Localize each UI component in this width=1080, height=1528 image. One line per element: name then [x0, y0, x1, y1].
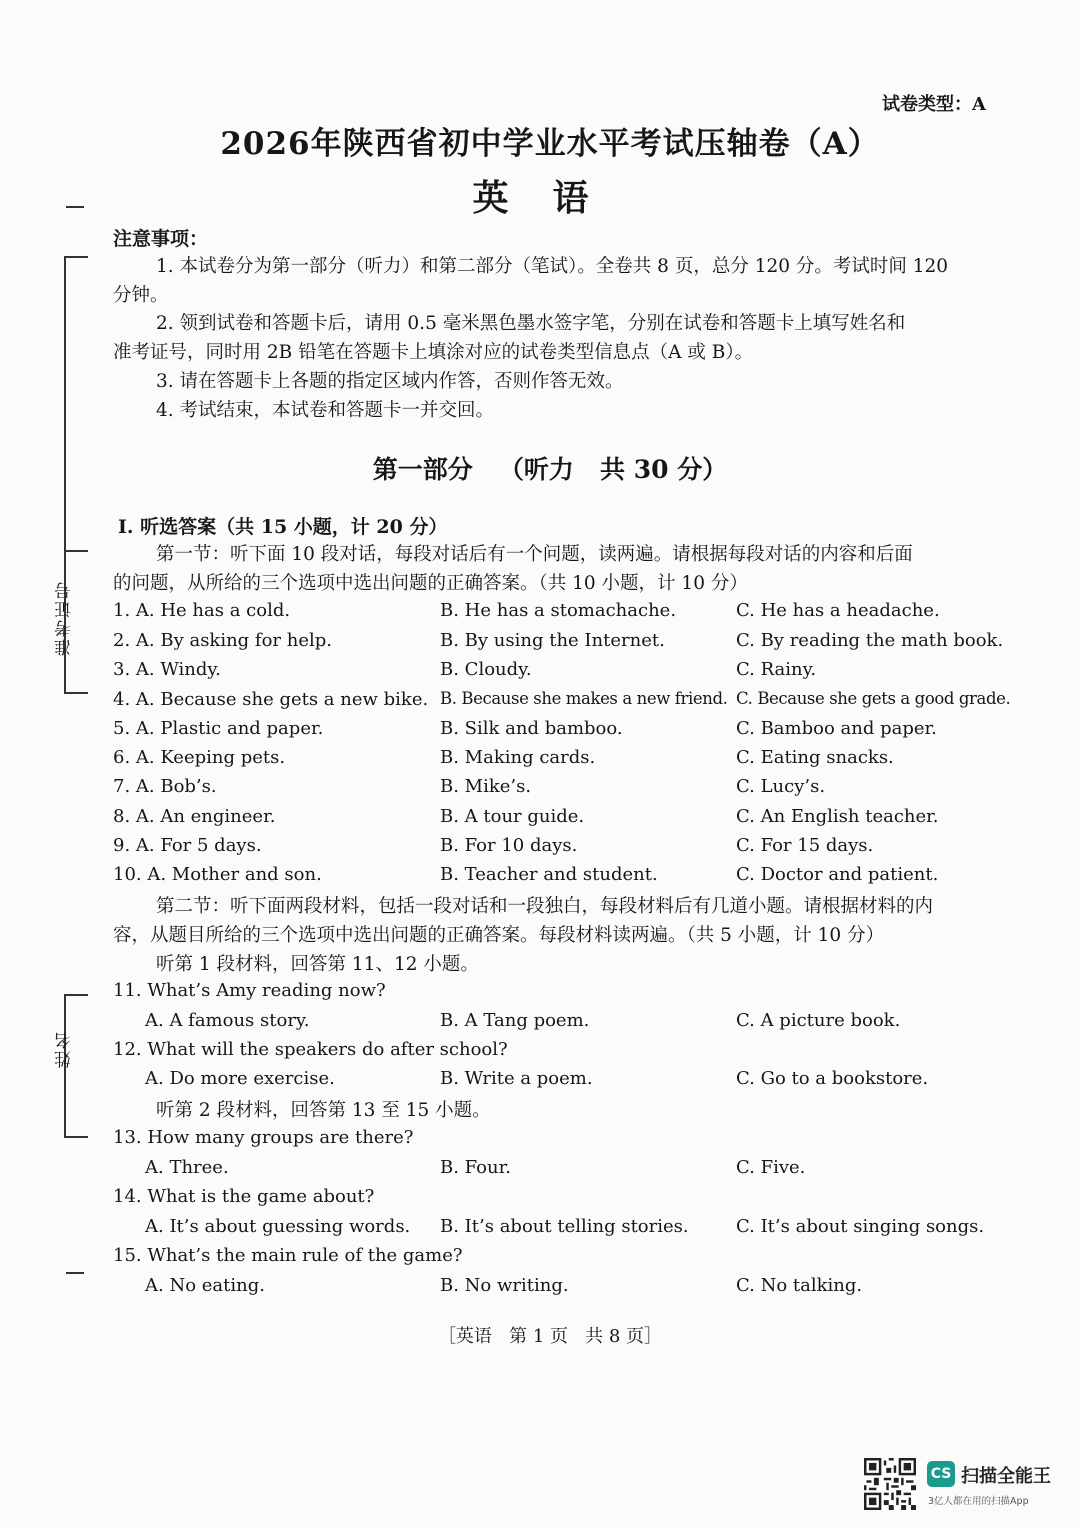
option-a: 10. A. Mother and son.	[113, 864, 322, 885]
section2-intro: 第二节：听下面两段材料，包括一段对话和一段独白，每段材料后有几道小题。请根据材料的内	[156, 896, 934, 917]
option-b: B. Four.	[440, 1157, 511, 1178]
cs-logo-icon: CS	[927, 1461, 955, 1487]
option-c: C. An English teacher.	[736, 806, 939, 827]
binding-mark	[66, 1272, 84, 1274]
option-b: B. No writing.	[440, 1275, 569, 1296]
option-c: C. No talking.	[736, 1275, 863, 1296]
scanner-app-tagline: 3亿人都在用的扫描App	[928, 1496, 1029, 1507]
option-c: C. By reading the math book.	[736, 630, 1004, 651]
option-a: 1. A. He has a cold.	[113, 600, 291, 621]
notice-line: 4. 考试结束，本试卷和答题卡一并交回。	[156, 400, 495, 421]
option-c: C. Eating snacks.	[736, 747, 894, 768]
notice-line: 分钟。	[113, 285, 169, 306]
option-b: B. It’s about telling stories.	[440, 1216, 689, 1237]
option-a: 4. A. Because she gets a new bike.	[113, 689, 429, 710]
section-heading: Ⅰ. 听选答案（共 15 小题，计 20 分）	[118, 516, 448, 538]
option-a: 7. A. Bob’s.	[113, 776, 217, 797]
option-b: B. He has a stomachache.	[440, 600, 677, 621]
option-b: B. For 10 days.	[440, 835, 578, 856]
scanner-app-name: 扫描全能王	[961, 1466, 1051, 1487]
option-a: 5. A. Plastic and paper.	[113, 718, 324, 739]
question-stem: 14. What is the game about?	[113, 1186, 375, 1207]
option-c: C. Five.	[736, 1157, 806, 1178]
notice-heading: 注意事项：	[113, 228, 209, 250]
binding-mark	[66, 206, 84, 208]
option-a: A. A famous story.	[145, 1010, 310, 1031]
page-footer: ［英语 第 1 页 共 8 页］	[437, 1326, 663, 1347]
option-b: B. Cloudy.	[440, 659, 532, 680]
option-a: 2. A. By asking for help.	[113, 630, 332, 651]
option-c: C. Lucy’s.	[736, 776, 826, 797]
option-c: C. For 15 days.	[736, 835, 874, 856]
option-b: B. By using the Internet.	[440, 630, 665, 651]
option-c: C. A picture book.	[736, 1010, 901, 1031]
option-b: B. Because she makes a new friend.	[440, 689, 728, 708]
option-c: C. It’s about singing songs.	[736, 1216, 985, 1237]
option-c: C. Bamboo and paper.	[736, 718, 937, 739]
qr-code-icon	[864, 1458, 916, 1510]
material-instruction: 听第 2 段材料，回答第 13 至 15 小题。	[156, 1100, 491, 1121]
part-one-title: 第一部分 （听力 共 30 分）	[372, 455, 728, 484]
question-stem: 11. What’s Amy reading now?	[113, 980, 386, 1001]
option-b: B. Write a poem.	[440, 1068, 593, 1089]
subject-title: 英语	[472, 177, 633, 219]
notice-line: 2. 领到试卷和答题卡后，请用 0.5 毫米黑色墨水签字笔，分别在试卷和答题卡上填写姓名和	[156, 313, 906, 334]
option-b: B. Teacher and student.	[440, 864, 658, 885]
material-instruction: 听第 1 段材料，回答第 11、12 小题。	[156, 954, 479, 975]
option-a: 9. A. For 5 days.	[113, 835, 262, 856]
exam-title: 2026年陕西省初中学业水平考试压轴卷（A）	[220, 126, 880, 162]
question-stem: 13. How many groups are there?	[113, 1127, 414, 1148]
option-a: 3. A. Windy.	[113, 659, 221, 680]
option-b: B. Making cards.	[440, 747, 596, 768]
option-b: B. A tour guide.	[440, 806, 585, 827]
question-stem: 12. What will the speakers do after school?	[113, 1039, 508, 1060]
paper-type: 试卷类型：A	[882, 94, 986, 115]
option-c: C. Doctor and patient.	[736, 864, 939, 885]
section1-intro: 的问题，从所给的三个选项中选出问题的正确答案。（共 10 小题，计 10 分）	[113, 573, 748, 594]
section2-intro: 容，从题目所给的三个选项中选出问题的正确答案。每段材料读两遍。（共 5 小题，计 10 分）	[113, 925, 885, 946]
option-b: B. Mike’s.	[440, 776, 532, 797]
option-c: C. Rainy.	[736, 659, 817, 680]
notice-line: 3. 请在答题卡上各题的指定区域内作答，否则作答无效。	[156, 371, 624, 392]
option-a: A. Do more exercise.	[145, 1068, 335, 1089]
notice-line: 1. 本试卷分为第一部分（听力）和第二部分（笔试）。全卷共 8 页，总分 120 分。考试时间 120	[156, 256, 949, 277]
option-b: B. Silk and bamboo.	[440, 718, 623, 739]
option-c: C. Go to a bookstore.	[736, 1068, 929, 1089]
binding-label-name: 姓名	[55, 1030, 75, 1068]
option-a: A. Three.	[145, 1157, 229, 1178]
section1-intro: 第一节：听下面 10 段对话，每段对话后有一个问题，读两遍。请根据每段对话的内容和后面	[156, 544, 913, 565]
question-stem: 15. What’s the main rule of the game?	[113, 1245, 463, 1266]
option-b: B. A Tang poem.	[440, 1010, 590, 1031]
binding-label-exam-number: 准考证号	[55, 580, 75, 656]
option-c: C. He has a headache.	[736, 600, 940, 621]
notice-line: 准考证号，同时用 2B 铅笔在答题卡上填涂对应的试卷类型信息点（A 或 B）。	[113, 342, 754, 363]
option-a: A. It’s about guessing words.	[145, 1216, 411, 1237]
option-a: 8. A. An engineer.	[113, 806, 276, 827]
option-a: A. No eating.	[145, 1275, 265, 1296]
option-a: 6. A. Keeping pets.	[113, 747, 286, 768]
option-c: C. Because she gets a good grade.	[736, 689, 1011, 708]
binding-line	[64, 256, 88, 552]
